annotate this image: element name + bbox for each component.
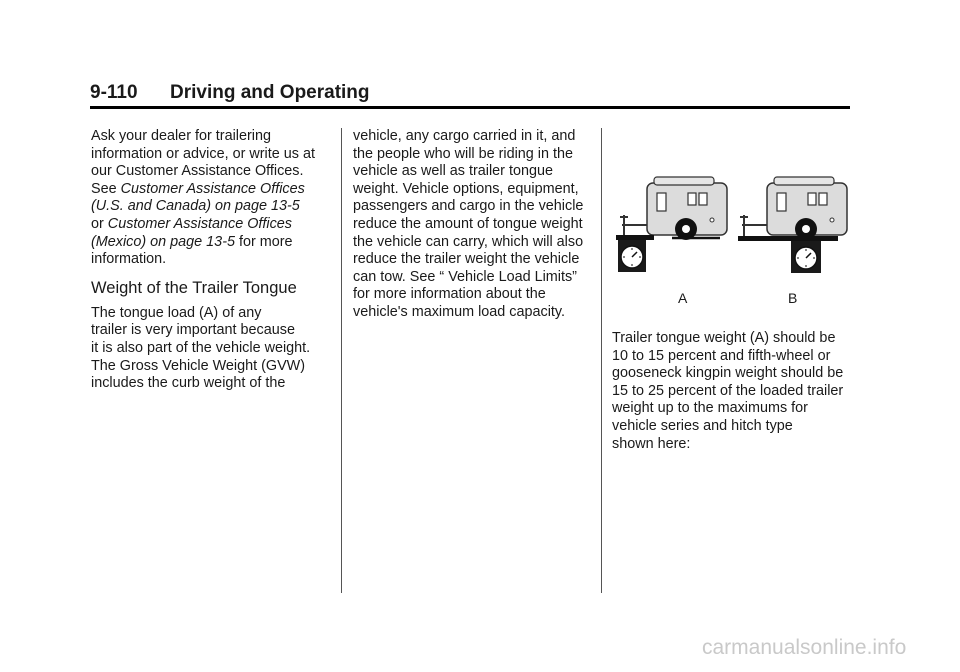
trailer-illustration (612, 175, 848, 310)
text-line: 10 to 15 percent and fifth-wheel or (612, 347, 831, 364)
figure-label-b: B (788, 290, 798, 306)
text-line: it is also part of the vehicle weight. (91, 339, 311, 356)
column-divider-right (601, 128, 602, 593)
text-line: our Customer Assistance Offices. (91, 163, 304, 180)
text-line: The tongue load (A) of any (91, 304, 262, 321)
text-line: can tow. See “ Vehicle Load Limits” (353, 268, 577, 285)
text-line (91, 216, 331, 234)
text-line: 15 to 25 percent of the loaded trailer (612, 382, 844, 399)
text-line: information. (91, 251, 167, 268)
dealer-paragraph (91, 128, 331, 269)
column-left (91, 128, 331, 393)
text-line: gooseneck kingpin weight should be (612, 365, 844, 382)
text-line: The Gross Vehicle Weight (GVW) (91, 357, 306, 374)
page-number: 9-110 (90, 82, 138, 103)
text-fragment: or (91, 215, 108, 232)
text-line: vehicle as well as trailer tongue (353, 163, 553, 180)
text-fragment: See (91, 180, 121, 197)
cross-reference-link[interactable]: (U.S. and Canada) on page 13-5 (91, 198, 300, 215)
text-line: reduce the amount of tongue weight (353, 215, 583, 232)
text-line: the vehicle can carry, which will also (353, 233, 584, 250)
text-line: weight up to the maximums for (612, 400, 808, 417)
subheading: Weight of the Trailer Tongue (91, 278, 297, 297)
cross-reference-link[interactable]: Customer Assistance Offices (120, 180, 305, 197)
text-line: vehicle's maximum load capacity. (353, 303, 566, 320)
figure-label-a: A (678, 290, 688, 306)
header-rule (90, 106, 850, 109)
text-line: weight. Vehicle options, equipment, (353, 180, 579, 197)
text-line: vehicle series and hitch type (612, 417, 793, 434)
text-line (91, 181, 331, 199)
text-line: Trailer tongue weight (A) should be (612, 330, 836, 346)
text-line: reduce the trailer weight the vehicle (353, 251, 580, 268)
page-header (90, 82, 850, 108)
text-fragment: for more (234, 233, 293, 250)
trailer-weight-figure (612, 175, 848, 310)
column-right (612, 330, 857, 453)
trailer-a-illustration (616, 177, 727, 272)
column-divider-left (341, 128, 342, 593)
text-line: passengers and cargo in the vehicle (353, 198, 584, 215)
text-line: shown here: (612, 435, 691, 452)
cross-reference-link[interactable]: (Mexico) on page 13-5 (91, 233, 235, 250)
column-middle (353, 128, 593, 322)
text-line: includes the curb weight of the (91, 375, 286, 392)
text-line: for more information about the (353, 286, 546, 303)
text-line: Ask your dealer for trailering (91, 128, 271, 144)
section-title: Driving and Operating (170, 82, 370, 103)
text-line: information or advice, or write us at (91, 145, 315, 162)
trailer-b-illustration (738, 177, 847, 273)
text-line: the people who will be riding in the (353, 145, 573, 162)
cross-reference-link[interactable]: Customer Assistance Offices (107, 215, 293, 232)
text-line: vehicle, any cargo carried in it, and (353, 128, 576, 144)
text-line: trailer is very important because (91, 322, 295, 339)
watermark: carmanualsonline.info (702, 636, 907, 659)
tongue-load-paragraph (91, 305, 331, 393)
text-line (91, 234, 331, 252)
